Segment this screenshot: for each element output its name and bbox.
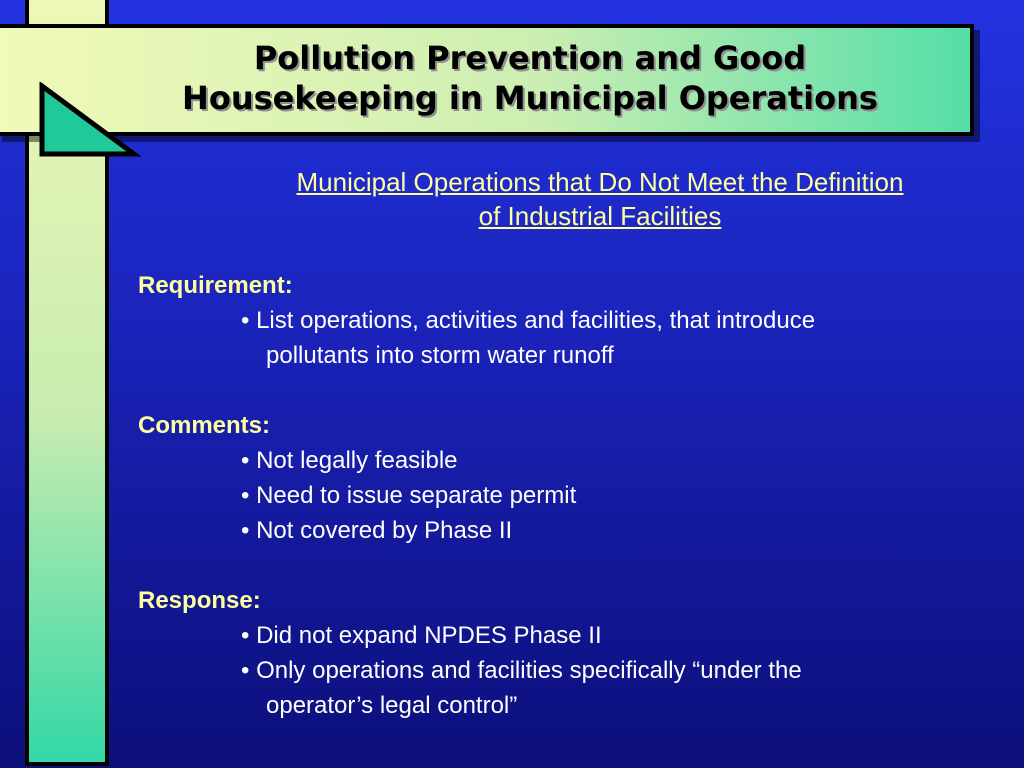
bullet-item	[138, 513, 998, 548]
bullet-item	[138, 618, 998, 653]
title-line-1: Pollution Prevention and Good	[253, 39, 807, 77]
requirement-heading: Requirement:	[138, 272, 293, 299]
bullet-text: List operations, activities and facilities, that introduce	[256, 307, 816, 334]
subtitle-line-1: Municipal Operations that Do Not Meet the Definition	[296, 167, 904, 197]
bullet-continuation: operator’s legal control”	[266, 692, 518, 719]
bullet-icon: •	[241, 622, 250, 649]
bullet-icon: •	[241, 307, 250, 334]
bullet-item	[138, 478, 998, 513]
comments-heading: Comments:	[138, 412, 271, 439]
slide-subtitle	[180, 165, 1020, 233]
bullet-text: Need to issue separate permit	[256, 482, 577, 509]
bullet-icon: •	[241, 657, 250, 684]
response-heading: Response:	[138, 587, 261, 614]
section-spacer	[138, 373, 998, 408]
title-line-2: Housekeeping in Municipal Operations	[182, 79, 878, 117]
bullet-continuation: pollutants into storm water runoff	[266, 342, 614, 369]
slide-body	[138, 268, 998, 723]
subtitle-line-2: of Industrial Facilities	[478, 201, 722, 231]
bullet-icon: •	[241, 447, 250, 474]
bullet-text: Only operations and facilities specifically “under the	[256, 657, 802, 684]
bullet-text: Not legally feasible	[256, 447, 458, 474]
bullet-text: Not covered by Phase II	[256, 517, 513, 544]
slide-title	[100, 38, 960, 118]
bullet-item	[138, 443, 998, 478]
bullet-icon: •	[241, 482, 250, 509]
section-spacer	[138, 548, 998, 583]
bullet-item	[138, 303, 998, 338]
bullet-text: Did not expand NPDES Phase II	[256, 622, 602, 649]
bullet-icon: •	[241, 517, 250, 544]
bullet-item	[138, 653, 998, 688]
